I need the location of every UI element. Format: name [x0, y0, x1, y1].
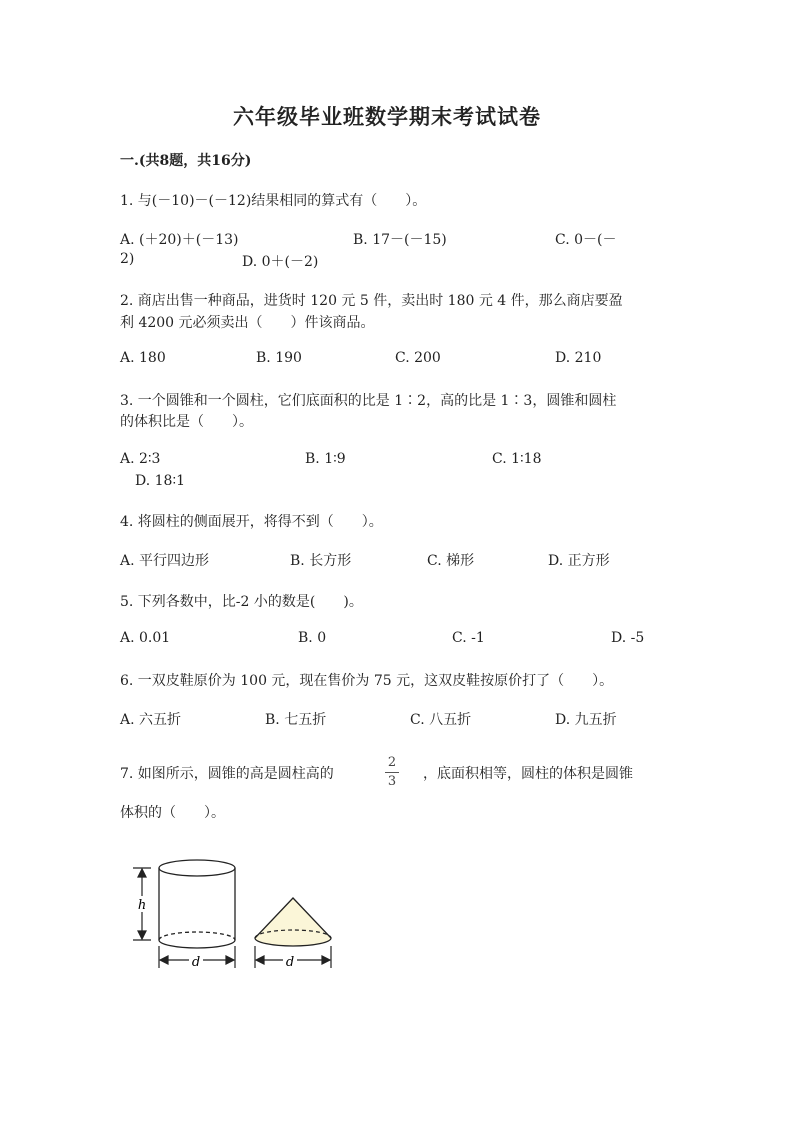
question-1-option-d: D. 0＋(－2) [242, 254, 319, 270]
question-2-option-a: A. 180 [120, 350, 166, 366]
question-7-stem-part2: ，底面积相等，圆柱的体积是圆锥 [423, 766, 633, 782]
question-5-option-d: D. -5 [611, 630, 645, 646]
question-1-option-c: C. 0－(－ [555, 232, 617, 248]
question-4-option-c: C. 梯形 [427, 553, 475, 569]
question-4-option-b: B. 长方形 [290, 553, 352, 569]
question-3-stem-line2: 的体积比是（ ）。 [120, 414, 253, 430]
fraction-denominator: 3 [387, 774, 397, 789]
question-1-option-b: B. 17－(－15) [353, 232, 447, 248]
cone-shape [255, 898, 331, 946]
question-2-option-d: D. 210 [555, 350, 602, 366]
question-7-stem-line2: 体积的（ ）。 [120, 805, 225, 821]
fraction-two-thirds [385, 755, 399, 790]
page-title: 六年级毕业班数学期末考试试卷 [233, 104, 541, 129]
question-1-option-a: A. (＋20)＋(－13) [120, 232, 239, 248]
question-2-stem-line1: 2. 商店出售一种商品，进货时 120 元 5 件，卖出时 180 元 4 件，那么商店要盈 [120, 293, 623, 309]
question-3-option-a: A. 2∶3 [120, 451, 161, 467]
question-6-option-b: B. 七五折 [265, 712, 327, 728]
cone-diameter-label: d [285, 955, 295, 970]
question-5-option-b: B. 0 [298, 630, 327, 646]
fraction-numerator: 2 [387, 755, 397, 770]
question-3-option-b: B. 1∶9 [305, 451, 346, 467]
fraction-bar [385, 772, 399, 773]
cylinder-cone-figure [125, 850, 345, 980]
cylinder-shape [159, 860, 235, 948]
question-6-option-d: D. 九五折 [555, 712, 617, 728]
question-3-option-d: D. 18∶1 [135, 473, 185, 489]
question-1-option-c-cont: 2) [120, 251, 135, 267]
question-4-option-a: A. 平行四边形 [120, 553, 210, 569]
question-6-option-c: C. 八五折 [410, 712, 472, 728]
question-5-stem: 5. 下列各数中，比-2 小的数是( )。 [120, 594, 363, 610]
question-2-stem-line2: 利 4200 元必须卖出（ ）件该商品。 [120, 315, 375, 331]
question-4-option-d: D. 正方形 [548, 553, 610, 569]
cylinder-diameter-label: d [191, 955, 201, 970]
question-2-option-b: B. 190 [256, 350, 302, 366]
question-5-option-a: A. 0.01 [120, 630, 171, 646]
question-6-option-a: A. 六五折 [120, 712, 182, 728]
question-3-option-c: C. 1∶18 [492, 451, 542, 467]
question-5-option-c: C. -1 [452, 630, 485, 646]
question-1-stem: 1. 与(－10)－(－12)结果相同的算式有（ ）。 [120, 193, 427, 209]
section-heading: 一.(共8题，共16分) [120, 153, 252, 169]
question-4-stem: 4. 将圆柱的侧面展开，将得不到（ ）。 [120, 514, 383, 530]
question-2-option-c: C. 200 [395, 350, 441, 366]
question-3-stem-line1: 3. 一个圆锥和一个圆柱，它们底面积的比是 1∶2，高的比是 1∶3，圆锥和圆柱 [120, 393, 617, 409]
question-7-stem-part1: 7. 如图所示，圆锥的高是圆柱高的 [120, 766, 334, 782]
question-6-stem: 6. 一双皮鞋原价为 100 元，现在售价为 75 元，这双皮鞋按原价打了（ ）。 [120, 673, 614, 689]
height-label: h [137, 898, 147, 913]
